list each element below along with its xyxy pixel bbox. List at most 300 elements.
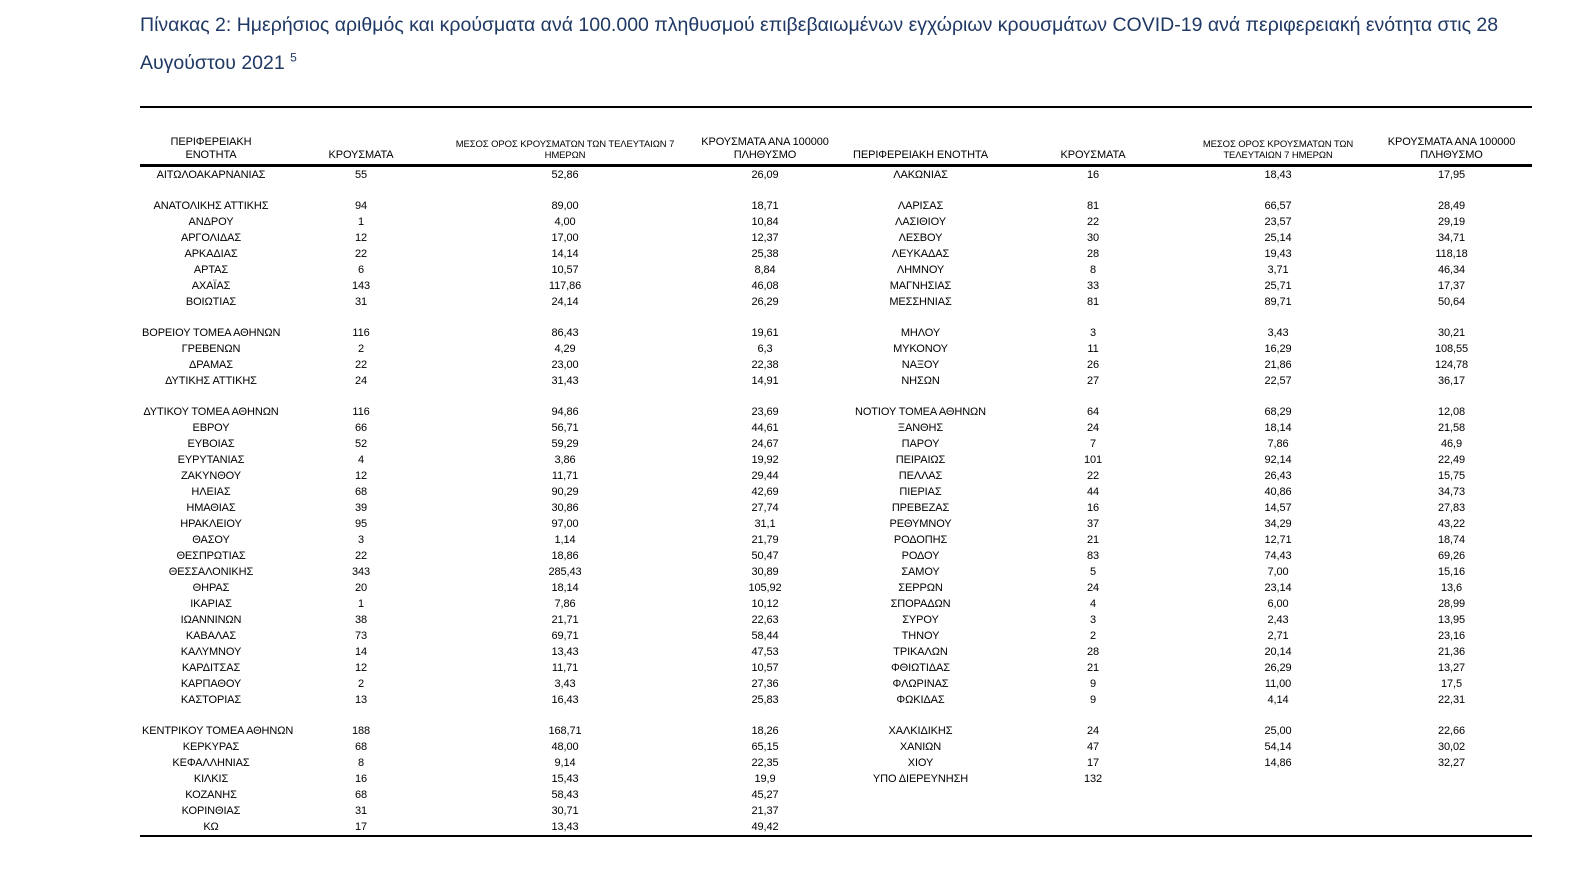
cases-cell: 33	[1086, 280, 1100, 292]
region-cell: ΤΡΙΚΑΛΩΝ	[893, 646, 948, 658]
per100k-cell: 28,99	[1437, 598, 1466, 610]
region-cell: ΡΟΔΟΥ	[901, 550, 940, 562]
cases-cell: 4	[357, 454, 365, 466]
cases-cell: 3	[357, 534, 365, 546]
table-row	[140, 420, 1532, 436]
per100k-cell: 21,36	[1437, 646, 1466, 658]
region-cell: ΛΑΚΩΝΙΑΣ	[893, 169, 948, 181]
cases-cell: 343	[351, 566, 371, 578]
per100k-cell	[1371, 819, 1532, 836]
cases-cell: 28	[1086, 248, 1100, 260]
cases-cell: 17	[1086, 757, 1100, 769]
cases-cell: 22	[354, 359, 368, 371]
per100k-cell: 47,53	[751, 646, 779, 658]
avg7-cell: 18,14	[551, 582, 579, 594]
table-row	[140, 166, 1532, 184]
region-cell: ΠΡΕΒΕΖΑΣ	[891, 502, 950, 514]
avg7-cell: 6,00	[1267, 598, 1289, 610]
cases-cell: 95	[354, 518, 368, 530]
table-row	[140, 500, 1532, 516]
per100k-cell: 30,89	[751, 566, 779, 578]
cases-cell	[1001, 803, 1185, 819]
region-cell: ΗΜΑΘΙΑΣ	[186, 502, 236, 514]
table-row	[140, 644, 1532, 660]
avg7-cell: 66,57	[1264, 200, 1292, 212]
table-row	[140, 230, 1532, 246]
region-cell: ΜΥΚΟΝΟΥ	[893, 343, 948, 355]
per100k-cell	[1371, 787, 1532, 803]
region-cell: ΔΥΤΙΚΟΥ ΤΟΜΕΑ ΑΘΗΝΩΝ	[143, 406, 279, 418]
region-cell: ΒΟΡΕΙΟΥ ΤΟΜΕΑ ΑΘΗΝΩΝ	[142, 327, 281, 339]
region-cell: ΑΧΑΪΑΣ	[191, 280, 231, 292]
page-title-text: Πίνακας 2: Ημερήσιος αριθμός και κρούσματα ανά 100.000 πληθυσμού επιβεβαιωμένων εγχώριων κρουσμάτων COVID-19 ανά περιφερειακή ενότητα στις 28 Αυγούστου 2021	[140, 14, 1499, 74]
per100k-cell: 22,63	[751, 614, 779, 626]
per100k-cell: 18,71	[751, 200, 779, 212]
per100k-cell: 118,18	[1435, 248, 1468, 260]
region-cell: ΗΛΕΙΑΣ	[191, 486, 231, 498]
region-cell: ΚΑΣΤΟΡΙΑΣ	[180, 694, 242, 706]
region-cell: ΧΙΟΥ	[907, 757, 934, 769]
region-cell: ΚΑΡΠΑΘΟΥ	[180, 678, 242, 690]
cases-cell: 47	[1086, 741, 1100, 753]
region-cell: ΦΩΚΙΔΑΣ	[896, 694, 945, 706]
avg7-cell: 74,43	[1264, 550, 1292, 562]
avg7-cell: 59,29	[551, 438, 579, 450]
table-row	[140, 628, 1532, 644]
avg7-cell: 11,71	[551, 470, 579, 482]
per100k-cell: 27,74	[751, 502, 779, 514]
table-row	[140, 596, 1532, 612]
avg7-cell: 14,86	[1264, 757, 1292, 769]
table-row	[140, 676, 1532, 692]
cases-cell: 37	[1086, 518, 1100, 530]
group-separator-cell	[140, 708, 1532, 723]
per100k-cell: 27,36	[751, 678, 779, 690]
region-cell: ΦΘΙΩΤΙΔΑΣ	[891, 662, 950, 674]
table-row	[140, 771, 1532, 787]
title-footnote-ref: 5	[290, 50, 297, 65]
header-per100k-right: ΚΡΟΥΣΜΑΤΑ ΑΝΑ 100000 ΠΛΗΘΥΣΜΟ	[1371, 120, 1532, 166]
region-cell: ΘΑΣΟΥ	[192, 534, 230, 546]
cases-cell: 81	[1086, 296, 1100, 308]
cases-cell: 30	[1086, 232, 1100, 244]
avg7-cell: 26,43	[1264, 470, 1292, 482]
avg7-cell: 15,43	[551, 773, 579, 785]
region-cell: ΘΕΣΠΡΩΤΙΑΣ	[176, 550, 246, 562]
region-cell: ΚΕΡΚΥΡΑΣ	[182, 741, 240, 753]
cases-cell: 3	[1089, 614, 1097, 626]
avg7-cell	[1185, 787, 1371, 803]
per100k-cell: 22,38	[751, 359, 779, 371]
table-row	[140, 198, 1532, 214]
per100k-cell: 105,92	[748, 582, 782, 594]
group-separator-row	[140, 708, 1532, 723]
region-cell: ΗΡΑΚΛΕΙΟΥ	[180, 518, 242, 530]
region-cell: ΚΕΦΑΛΛΗΝΙΑΣ	[172, 757, 250, 769]
per100k-cell: 34,71	[1437, 232, 1466, 244]
region-cell: ΥΠΟ ΔΙΕΡΕΥΝΗΣΗ	[872, 773, 969, 785]
cases-cell: 68	[354, 486, 368, 498]
per100k-cell: 24,67	[751, 438, 779, 450]
per100k-cell: 13,95	[1437, 614, 1466, 626]
region-cell: ΔΡΑΜΑΣ	[189, 359, 233, 371]
avg7-cell: 25,14	[1264, 232, 1292, 244]
region-cell: ΚΩ	[203, 821, 219, 833]
avg7-cell: 18,86	[551, 550, 579, 562]
cases-cell: 22	[354, 550, 368, 562]
cases-cell: 11	[1087, 343, 1099, 355]
cases-cell: 68	[354, 789, 368, 801]
cases-cell: 12	[354, 662, 368, 674]
avg7-cell: 4,00	[554, 216, 576, 228]
per100k-cell: 43,22	[1437, 518, 1466, 530]
region-cell: ΘΕΣΣΑΛΟΝΙΚΗΣ	[168, 566, 254, 578]
per100k-cell: 36,17	[1437, 375, 1466, 387]
avg7-cell: 3,43	[554, 678, 576, 690]
group-separator-cell	[140, 389, 1532, 404]
per100k-cell: 19,61	[751, 327, 779, 339]
region-cell: ΑΡΤΑΣ	[193, 264, 229, 276]
avg7-cell: 2,43	[1267, 614, 1289, 626]
avg7-cell: 26,29	[1264, 662, 1292, 674]
avg7-cell: 7,86	[554, 598, 576, 610]
cases-cell: 5	[1089, 566, 1097, 578]
group-separator-row	[140, 389, 1532, 404]
region-cell: ΕΥΡΥΤΑΝΙΑΣ	[177, 454, 245, 466]
cases-cell: 22	[1086, 470, 1100, 482]
avg7-cell: 3,43	[1267, 327, 1289, 339]
per100k-cell: 23,16	[1437, 630, 1466, 642]
avg7-cell: 9,14	[554, 757, 576, 769]
cases-cell: 2	[357, 678, 365, 690]
per100k-cell: 17,95	[1437, 169, 1466, 181]
table-row	[140, 325, 1532, 341]
per100k-cell: 12,37	[751, 232, 779, 244]
table-row	[140, 819, 1532, 836]
per100k-cell: 108,55	[1434, 343, 1469, 355]
cases-cell: 68	[354, 741, 368, 753]
cases-cell: 8	[1089, 264, 1097, 276]
cases-cell: 116	[352, 327, 370, 339]
avg7-cell: 25,71	[1264, 280, 1292, 292]
per100k-cell: 12,08	[1437, 406, 1466, 418]
avg7-cell: 7,00	[1267, 566, 1289, 578]
region-cell: ΚΑΒΑΛΑΣ	[185, 630, 237, 642]
region-cell: ΜΕΣΣΗΝΙΑΣ	[889, 296, 952, 308]
per100k-cell: 45,27	[751, 789, 779, 801]
avg7-cell: 69,71	[551, 630, 579, 642]
avg7-cell: 3,86	[554, 454, 576, 466]
cases-cell: 143	[351, 280, 371, 292]
cases-cell: 14	[354, 646, 368, 658]
region-cell	[840, 819, 1001, 836]
per100k-cell: 15,75	[1437, 470, 1466, 482]
per100k-cell: 30,21	[1437, 327, 1466, 339]
cases-cell: 38	[354, 614, 368, 626]
avg7-cell: 19,43	[1264, 248, 1292, 260]
cases-cell: 22	[354, 248, 368, 260]
cases-cell: 12	[354, 470, 368, 482]
per100k-cell: 10,57	[751, 662, 779, 674]
per100k-cell: 23,69	[751, 406, 779, 418]
region-cell: ΧΑΛΚΙΔΙΚΗΣ	[888, 725, 953, 737]
per100k-cell: 49,42	[751, 821, 779, 833]
region-cell: ΦΛΩΡΙΝΑΣ	[892, 678, 949, 690]
table-body	[140, 166, 1532, 837]
group-separator-row	[140, 310, 1532, 325]
table-row	[140, 755, 1532, 771]
region-cell: ΔΥΤΙΚΗΣ ΑΤΤΙΚΗΣ	[165, 375, 257, 387]
cases-cell: 13	[354, 694, 368, 706]
per100k-cell: 25,38	[751, 248, 779, 260]
per100k-cell: 13,6	[1440, 582, 1462, 594]
region-cell: ΚΟΡΙΝΘΙΑΣ	[181, 805, 241, 817]
cases-cell: 24	[354, 375, 368, 387]
per100k-cell: 29,44	[751, 470, 779, 482]
cases-cell: 188	[351, 725, 371, 737]
table-row	[140, 739, 1532, 755]
avg7-cell: 13,43	[551, 821, 579, 833]
per100k-cell: 14,91	[751, 375, 779, 387]
avg7-cell: 2,71	[1267, 630, 1289, 642]
avg7-cell: 13,43	[551, 646, 579, 658]
per100k-cell: 10,12	[751, 598, 779, 610]
avg7-cell: 24,14	[551, 296, 579, 308]
cases-cell	[1001, 787, 1185, 803]
per100k-cell: 19,92	[751, 454, 779, 466]
avg7-cell: 18,14	[1264, 422, 1292, 434]
per100k-cell: 18,26	[751, 725, 779, 737]
horizontal-rule-top	[140, 106, 1532, 108]
table-row	[140, 452, 1532, 468]
per100k-cell: 31,1	[754, 518, 776, 530]
avg7-cell: 21,86	[1264, 359, 1292, 371]
avg7-cell: 92,14	[1264, 454, 1292, 466]
covid-cases-table	[140, 120, 1532, 837]
cases-cell: 28	[1086, 646, 1100, 658]
avg7-cell: 11,71	[551, 662, 579, 674]
region-cell: ΧΑΝΙΩΝ	[899, 741, 942, 753]
avg7-cell: 12,71	[1264, 534, 1292, 546]
region-cell: ΙΩΑΝΝΙΝΩΝ	[180, 614, 242, 626]
avg7-cell: 94,86	[551, 406, 579, 418]
table-row	[140, 803, 1532, 819]
avg7-cell: 17,00	[551, 232, 579, 244]
avg7-cell: 168,71	[548, 725, 582, 737]
avg7-cell: 25,00	[1264, 725, 1292, 737]
avg7-cell: 4,14	[1267, 694, 1289, 706]
region-cell: ΚΑΡΔΙΤΣΑΣ	[181, 662, 241, 674]
table-row	[140, 692, 1532, 708]
region-cell: ΛΕΣΒΟΥ	[898, 232, 943, 244]
per100k-cell: 22,66	[1437, 725, 1466, 737]
region-cell: ΞΑΝΘΗΣ	[897, 422, 944, 434]
group-separator-cell	[140, 310, 1532, 325]
per100k-cell: 10,84	[751, 216, 779, 228]
per100k-cell: 21,79	[751, 534, 779, 546]
group-separator-cell	[140, 183, 1532, 198]
per100k-cell: 42,69	[751, 486, 779, 498]
avg7-cell: 58,43	[551, 789, 579, 801]
table-row	[140, 612, 1532, 628]
cases-cell: 7	[1089, 438, 1097, 450]
cases-cell: 101	[1083, 454, 1103, 466]
cases-cell: 4	[1089, 598, 1097, 610]
avg7-cell: 14,57	[1264, 502, 1292, 514]
header-cases-right: ΚΡΟΥΣΜΑΤΑ	[1001, 120, 1185, 166]
table-row	[140, 660, 1532, 676]
table-row	[140, 516, 1532, 532]
region-cell: ΣΥΡΟΥ	[902, 614, 939, 626]
region-cell: ΛΑΣΙΘΙΟΥ	[895, 216, 946, 228]
region-cell: ΝΑΞΟΥ	[901, 359, 940, 371]
per100k-cell: 29,19	[1437, 216, 1466, 228]
avg7-cell: 10,57	[551, 264, 579, 276]
per100k-cell: 34,73	[1437, 486, 1466, 498]
per100k-cell: 8,84	[754, 264, 776, 276]
cases-cell	[1001, 819, 1185, 836]
avg7-cell: 54,14	[1264, 741, 1292, 753]
table-row	[140, 278, 1532, 294]
per100k-cell	[1371, 803, 1532, 819]
region-cell: ΑΡΓΟΛΙΔΑΣ	[180, 232, 242, 244]
region-cell: ΘΗΡΑΣ	[192, 582, 230, 594]
cases-cell: 83	[1086, 550, 1100, 562]
per100k-cell: 22,31	[1437, 694, 1466, 706]
avg7-cell: 89,00	[551, 200, 579, 212]
per100k-cell: 17,5	[1440, 678, 1462, 690]
avg7-cell: 117,86	[548, 280, 582, 292]
region-cell: ΠΕΙΡΑΙΩΣ	[895, 454, 946, 466]
table-row	[140, 532, 1532, 548]
cases-cell: 21	[1086, 662, 1100, 674]
cases-cell: 20	[354, 582, 368, 594]
region-cell: ΛΑΡΙΣΑΣ	[897, 200, 944, 212]
avg7-cell	[1185, 819, 1371, 836]
avg7-cell: 23,00	[551, 359, 579, 371]
cases-cell: 24	[1086, 582, 1100, 594]
avg7-cell: 86,43	[551, 327, 579, 339]
region-cell: ΑΡΚΑΔΙΑΣ	[184, 248, 238, 260]
cases-cell: 55	[354, 169, 368, 181]
cases-cell: 8	[357, 757, 365, 769]
per100k-cell: 46,34	[1437, 264, 1466, 276]
avg7-cell: 20,14	[1264, 646, 1292, 658]
cases-cell: 66	[354, 422, 368, 434]
cases-cell: 94	[354, 200, 368, 212]
per100k-cell: 19,9	[754, 773, 776, 785]
cases-cell: 9	[1089, 694, 1097, 706]
cases-cell: 3	[1089, 327, 1097, 339]
cases-cell: 52	[354, 438, 368, 450]
per100k-cell: 26,09	[751, 169, 779, 181]
cases-cell: 44	[1086, 486, 1100, 498]
header-avg7-left: ΜΕΣΟΣ ΟΡΟΣ ΚΡΟΥΣΜΑΤΩΝ ΤΩΝ ΤΕΛΕΥΤΑΙΩΝ 7 ΗΜΕΡΩΝ	[440, 120, 690, 166]
avg7-cell: 30,86	[551, 502, 579, 514]
per100k-cell: 6,3	[757, 343, 773, 355]
cases-cell: 39	[354, 502, 368, 514]
cases-cell: 21	[1086, 534, 1100, 546]
avg7-cell: 23,57	[1264, 216, 1292, 228]
region-cell: ΑΙΤΩΛΟΑΚΑΡΝΑΝΙΑΣ	[156, 169, 266, 181]
per100k-cell: 65,15	[751, 741, 779, 753]
header-region-left: ΠΕΡΙΦΕΡΕΙΑΚΗ ΕΝΟΤΗΤΑ	[140, 120, 282, 166]
cases-cell: 12	[354, 232, 368, 244]
avg7-cell: 97,00	[551, 518, 579, 530]
avg7-cell: 1,14	[554, 534, 576, 546]
region-cell: ΠΕΛΛΑΣ	[898, 470, 943, 482]
region-cell: ΠΙΕΡΙΑΣ	[899, 486, 942, 498]
region-cell: ΛΗΜΝΟΥ	[896, 264, 945, 276]
table-row	[140, 404, 1532, 420]
cases-cell: 2	[357, 343, 365, 355]
avg7-cell: 90,29	[551, 486, 579, 498]
region-cell: ΤΗΝΟΥ	[901, 630, 940, 642]
region-cell: ΚΑΛΥΜΝΟΥ	[180, 646, 242, 658]
avg7-cell: 3,71	[1267, 264, 1289, 276]
per100k-cell: 17,37	[1437, 280, 1466, 292]
group-separator-row	[140, 183, 1532, 198]
region-cell	[840, 803, 1001, 819]
region-cell: ΑΝΔΡΟΥ	[188, 216, 234, 228]
per100k-cell: 13,27	[1437, 662, 1466, 674]
per100k-cell: 69,26	[1437, 550, 1466, 562]
avg7-cell: 31,43	[551, 375, 579, 387]
cases-cell: 9	[1089, 678, 1097, 690]
per100k-cell: 18,74	[1437, 534, 1466, 546]
avg7-cell: 48,00	[551, 741, 579, 753]
per100k-cell: 15,16	[1437, 566, 1466, 578]
cases-cell: 6	[357, 264, 365, 276]
cases-cell: 1	[357, 216, 365, 228]
table-row	[140, 787, 1532, 803]
avg7-cell: 18,43	[1264, 169, 1292, 181]
cases-cell: 26	[1086, 359, 1100, 371]
region-cell: ΣΑΜΟΥ	[901, 566, 940, 578]
region-cell: ΕΥΒΟΙΑΣ	[187, 438, 235, 450]
region-cell: ΚΙΛΚΙΣ	[193, 773, 229, 785]
region-cell: ΡΕΘΥΜΝΟΥ	[889, 518, 952, 530]
cases-cell: 116	[352, 406, 370, 418]
cases-cell: 64	[1086, 406, 1100, 418]
cases-cell: 132	[1083, 773, 1103, 785]
region-cell: ΖΑΚΥΝΘΟΥ	[181, 470, 241, 482]
page-title	[140, 6, 1510, 82]
region-cell: ΒΟΙΩΤΙΑΣ	[185, 296, 237, 308]
per100k-cell: 46,08	[751, 280, 779, 292]
region-cell: ΠΑΡΟΥ	[901, 438, 940, 450]
header-avg7-right: ΜΕΣΟΣ ΟΡΟΣ ΚΡΟΥΣΜΑΤΩΝ ΤΩΝ ΤΕΛΕΥΤΑΙΩΝ 7 ΗΜΕΡΩΝ	[1185, 120, 1371, 166]
per100k-cell: 32,27	[1437, 757, 1466, 769]
avg7-cell: 23,14	[1264, 582, 1292, 594]
per100k-cell: 21,58	[1437, 422, 1466, 434]
table-header-row	[140, 120, 1532, 166]
per100k-cell: 22,35	[751, 757, 779, 769]
region-cell: ΜΑΓΝΗΣΙΑΣ	[889, 280, 952, 292]
avg7-cell: 56,71	[551, 422, 579, 434]
region-cell	[840, 787, 1001, 803]
cases-cell: 2	[1089, 630, 1097, 642]
avg7-cell: 4,29	[554, 343, 576, 355]
table-row	[140, 468, 1532, 484]
per100k-cell	[1371, 771, 1532, 787]
per100k-cell: 21,37	[751, 805, 779, 817]
avg7-cell: 89,71	[1264, 296, 1292, 308]
table-row	[140, 294, 1532, 310]
per100k-cell: 124,78	[1434, 359, 1469, 371]
cases-cell: 22	[1086, 216, 1100, 228]
per100k-cell: 44,61	[751, 422, 779, 434]
